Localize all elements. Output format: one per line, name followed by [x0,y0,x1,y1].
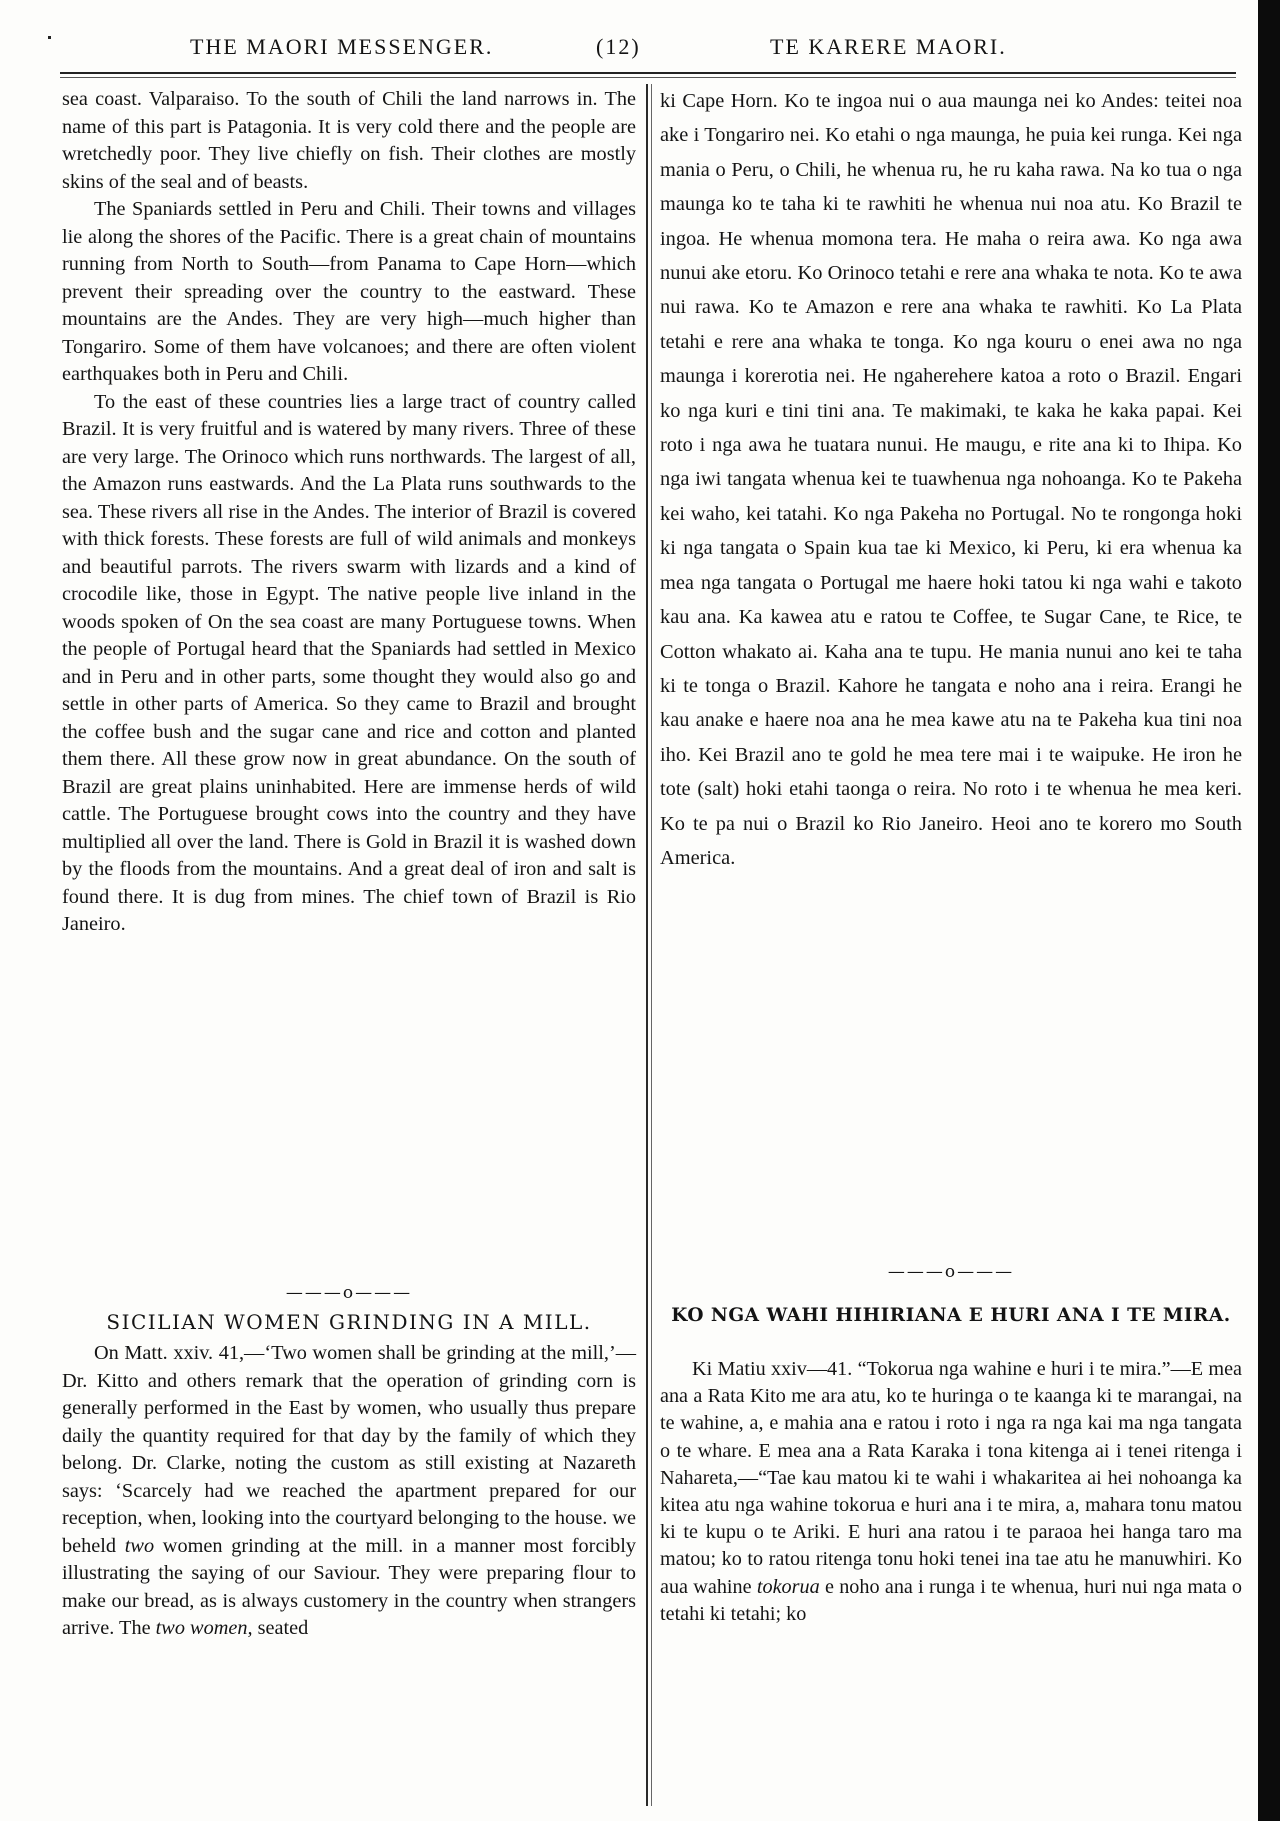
text-run: seated [252,1617,309,1639]
header-rule [60,72,1236,74]
running-header [0,34,1280,74]
emphasis: two [124,1534,155,1557]
text-run: e noho ana i runga i te whenua, huri nui nga mata o tetahi ki tetahi; ko [660,1575,1243,1625]
emphasis: two women, [155,1617,253,1639]
english-paragraph: The Spaniards settled in Peru and Chili. Their towns and villages lie along the shores of the Pacific. There is a great chain of mountains running from North to South—from Panama to Cape Horn—which prevent their spreading over the country to the eastward. These mountains are the Andes. They are very high—much higher than Tongariro. Some of them have volcanoes; and there are often violent earthquakes both in Peru and Chili. [62,198,636,385]
text-run: women grinding at the mill. in a manner most forcibly illustrating the saying of our Saviour. They were preparing flour to make our bread, as is always customery in the country when strangers arrive. The [62,1534,636,1639]
text-run: On Matt. xxiv. 41,—‘Two women shall be grinding at the mill,’—Dr. Kitto and others remark that the operation of grinding corn is generally performed in the East by women, who usually thus prepare daily the quantity required for that day by the family of which they belong. Dr. Clarke, noting the custom as still existing at Nazareth says: ‘Scarcely had we reached the apartment prepared for our reception, when, looking into the courtyard belonging to the house. we beheld [62,1342,636,1557]
column-divider-thin [651,84,652,1806]
header-title-maori: TE KARERE MAORI. [770,34,1007,59]
article-heading-maori: KO NGA WAHI HIHIRIANA E HURI ANA I TE MIRA. [671,1305,1231,1326]
column-divider [646,84,648,1806]
header-title-english: THE MAORI MESSENGER. [190,34,494,59]
section-separator: ———o——— [285,1283,413,1303]
english-column [62,86,636,939]
maori-article-body [660,1356,1242,1628]
page-number: (12) [596,34,641,59]
maori-paragraph: ki Cape Horn. Ko te ingoa nui o aua maunga nei ko Andes: teitei noa ake i Tongariro nei. Ko etahi o nga maunga, he puia kei runga. Kei nga mania o Peru, o Chili, he whenua ru, he ru kaha rawa. Na ko tua o nga maunga ko te taha ki te rawhiti he whenua nui noa atu. Ko Brazil te ingoa. He whenua momona tera. He maha o reira awa. Ko nga awa nunui ake etoru. Ko Orinoco tetahi e rere ana whaka te nota. Ko te awa nui rawa. Ko te Amazon e rere ana whaka te rawhiti. Ko La Plata tetahi e rere ana whaka te tonga. Ko nga kouru o enei awa no nga maunga i korerotia nei. He ngaherehere katoa a roto o Brazil. Engari ko nga kuri e tini tini ana. Te makimaki, te kaka he kaka papai. Kei roto i nga awa he tuatara nunui. He maugu, e rite ana ki to Ihipa. Ko nga iwi tangata whenua kei te tuawhenua nga nohoanga. Ko te Pakeha kei waho, kei tatahi. Ko nga Pakeha no Portugal. No te rongonga hoki ki nga tangata o Spain kua tae ki Mexico, ki Peru, ki era whenua ka mea nga tangata o Portugal me haere hoki tatou ki nga wahi e takoto kau ana. Ka kawea atu e ratou te Coffee, te Sugar Cane, te Rice, te Cotton whakato ai. Kaha ana te tupu. He mania nunui ano kei te taha ki te tonga o Brazil. Kahore he tangata e noho ana i reira. Erangi he kau anake e haere noa ana he mea kawe atu na te Pakeha kua tini noa iho. Kei Brazil ano te gold he mea tere mai i te waipuke. He iron he tote (salt) hoki etahi taonga o reira. No roto i te whenua he mea keri. Ko te pa nui o Brazil ko Rio Janeiro. Heoi ano te korero mo South America. [660,90,1242,869]
header-rule-thin [60,77,1236,78]
text-run: Ki Matiu xxiv—41. “Tokorua nga wahine e huri i te mira.”—E mea ana a Rata Kito me ara atu, ko te huringa o te kaanga ki te marangai, na te wahine, a, e mahia ana e ratou i roto i nga ra nga kai ma nga tangata o te whare. E mea ana a Rata Karaka i tona kitenga ai i tenei ritenga i Nahareta,—“Tae kau matou ki te wahi i whakaritea ai hei nohoanga ka kitea atu nga wahine tokorua e huri ana i te mira, a, mahara tonu matou ki te kupu o te Ariki. E huri ana ratou i te paraoa hei hanga taro ma matou; ko to ratou ritenga tonu hoki tenei ina tae atu he manuwhiri. Ko aua wahine [660,1358,1242,1598]
page-edge-shadow [1258,0,1280,1821]
english-paragraph: To the east of these countries lies a large tract of country called Brazil. It is very fruitful and is watered by many rivers. Three of these are very large. The Orinoco which runs northwards. The largest of all, the Amazon runs eastwards. And the La Plata runs southwards to the sea. These rivers all rise in the Andes. The interior of Brazil is covered with thick forests. These forests are full of wild animals and monkeys and beautiful parrots. The rivers swarm with lizards and a kind of crocodile like, those in Egypt. The native people live inland in the woods spoken of On the sea coast are many Portuguese towns. When the people of Portugal heard that the Spaniards had settled in Mexico and in Peru and in other parts, some thought they would also go and settle in other parts of America. So they came to Brazil and brought the coffee bush and the sugar cane and rice and cotton and planted them there. All these grow now in great abundance. On the south of Brazil are great plains uninhabited. Here are immense herds of wild cattle. The Portuguese brought cows into the country and they have multiplied all over the land. There is Gold in Brazil it is washed down by the floods from the mountains. And a great deal of iron and salt is found there. It is dug from mines. The chief town of Brazil is Rio Janeiro. [62,390,636,935]
maori-article-paragraph [660,1356,1242,1628]
english-article-body [62,1340,636,1643]
emphasis: tokorua [756,1575,820,1598]
english-paragraph: sea coast. Valparaiso. To the south of Chili the land narrows in. The name of this part is Patagonia. It is very cold there and the people are wretchedly poor. They live chiefly on fish. Their clothes are mostly skins of the seal and of beasts. [62,88,636,193]
maori-column [660,84,1242,875]
section-separator: ———o——— [887,1262,1015,1282]
english-article-paragraph [62,1340,636,1643]
article-heading-english: SICILIAN WOMEN GRINDING IN A MILL. [106,1310,592,1334]
